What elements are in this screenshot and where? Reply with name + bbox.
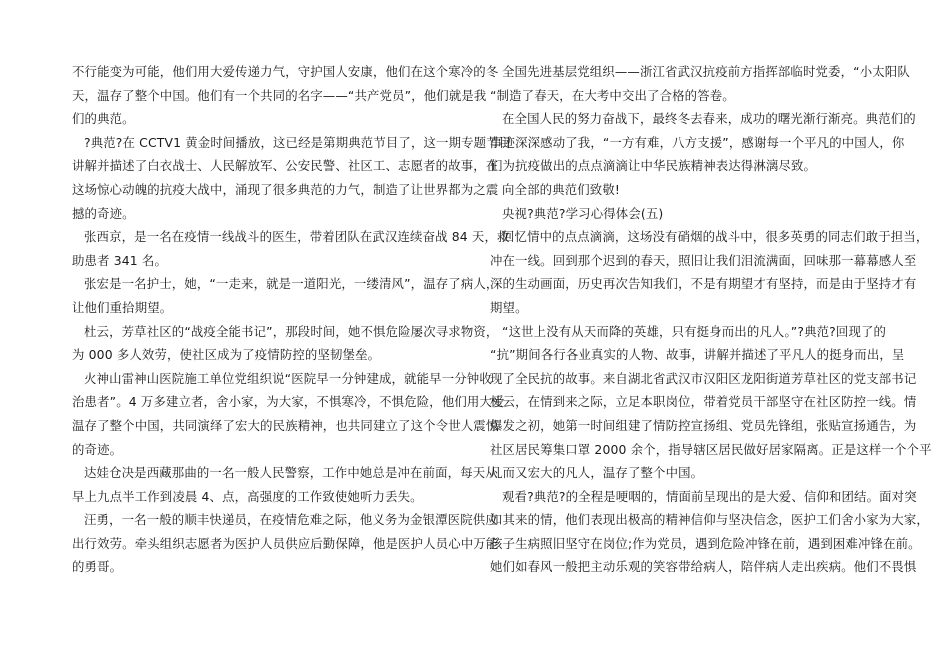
text-line: 早上九点半工作到凌晨 4、点，高强度的工作致使她听力丢失。 (72, 488, 423, 504)
text-line: 如其来的情，他们表现出极高的精神信仰与坚决信念，医护工们舍小家为大家， (490, 512, 929, 528)
text-line: 央视?典范?学习心得体会(五) (502, 205, 664, 221)
text-line: 张宏是一名护士，她，“一走来，就是一道阳光，一缕清风”，温存了病人， (84, 276, 499, 292)
text-line: 出行效劳。牵头组织志愿者为医护人员供应后勤保障，他是医护人员心中万能 (72, 535, 499, 551)
text-line: 观看?典范?的全程是哽咽的，情面前呈现出的是大爱、信仰和团结。面对突 (502, 488, 917, 504)
text-line: 爆发之初，她第一时间组建了情防控宣扬组、党员先锋组，张贴宣扬通告，为 (490, 417, 917, 433)
text-line: 现了全民抗的故事。来自湖北省武汉市汉阳区龙阳街道芳草社区的党支部书记 (490, 370, 917, 386)
text-line: 不行能变为可能，他们用大爱传递力气，守护国人安康，他们在这个寒冷的冬 (72, 64, 499, 79)
text-line: 天，温存了整个中国。他们有一个共同的名字——“共产党员”，他们就是我 (72, 87, 487, 103)
text-line: “制造了春天，在大考中交出了合格的答卷。 (490, 87, 735, 103)
text-line: 的勇哥。 (72, 559, 123, 575)
right-text-column (490, 60, 932, 579)
text-line: “这世上没有从天而降的英雄，只有挺身而出的凡人。”?典范?回现了的 (502, 323, 887, 339)
text-line: 为 000 多人效劳，使社区成为了疫情防控的坚韧堡垒。 (72, 347, 381, 363)
text-line: 火神山雷神山医院施工单位党组织说“医院早一分钟建成，就能早一分钟收 (84, 370, 492, 386)
text-line: 在全国人民的努力奋战下，最终冬去春来，成功的曙光渐行渐亮。典范们的 (502, 111, 916, 127)
text-line: 她们如春风一般把主动乐观的笑容带给病人，陪伴病人走出疾病。他们不畏惧 (490, 559, 917, 575)
text-line: 汪勇，一名一般的顺丰快递员，在疫情危难之际，他义务为金银潭医院供应 (84, 512, 498, 528)
text-line: 这场惊心动魄的抗疫大战中，涌现了很多典范的力气，制造了让世界都为之震 (72, 181, 499, 197)
text-line: 治患者”。4 万多建立者，舍小家，为大家，不惧寒冷，不惧危险，他们用大爱 (72, 394, 505, 410)
text-line: 凡而又宏大的凡人，温存了整个中国。 (490, 465, 704, 481)
text-line: 达娃仓决是西藏那曲的一名一般人民警察，工作中她总是冲在前面，每天从 (84, 465, 498, 481)
text-line: 杜云，在情到来之际，立足本职岗位，带着党员干部坚守在社区防控一线。情 (490, 394, 917, 410)
text-line: 们为抗疫做出的点点滴滴让中华民族精神表达得淋漓尽致。 (490, 158, 817, 174)
text-line: 全国先进基层党组织——浙江省武汉抗疫前方指挥部临时党委，“小太阳队 (502, 64, 910, 79)
text-line: “抗”期间各行各业真实的人物、故事，讲解并描述了平凡人的挺身而出，呈 (490, 347, 905, 363)
text-line: 张西京，是一名在疫情一线战斗的医生，带着团队在武汉连续奋战 84 天，救 (84, 229, 510, 245)
text-line: 孩子生病照旧坚守在岗位;作为党员，遇到危险冲锋在前，遇到困难冲锋在前。 (490, 535, 921, 551)
text-line: ?典范?在 CCTV1 黄金时间播放，这已经是第期典范节目了，这一期专题节目 (84, 134, 512, 150)
text-line: 深的生动画面，历史再次告知我们，不是有期望才有坚持，而是由于坚持才有 (490, 276, 917, 292)
text-line: 让他们重拾期望。 (72, 299, 173, 315)
text-line: 社区居民筹集口罩 2000 余个，指导辖区居民做好居家隔离。正是这样一个个平 (490, 441, 932, 457)
text-line: 杜云，芳草社区的“战疫全能书记”，那段时间，她不惧危险屡次寻求物资， (84, 323, 499, 339)
text-line: 事迹深深感动了我，“一方有难，八方支援”，感谢每一个平凡的中国人，你 (490, 134, 905, 150)
text-line: 冲在一线。回到那个迟到的春天，照旧让我们泪流满面，回味那一幕幕感人至 (490, 252, 917, 268)
text-line: 温存了整个中国，共同演绎了宏大的民族精神，也共同建立了这个令世人震惊 (72, 417, 499, 433)
text-line: 期望。 (490, 299, 528, 315)
text-line: 助患者 341 名。 (72, 252, 167, 268)
text-line: 撼的奇迹。 (72, 205, 135, 221)
text-line: 讲解并描述了白衣战士、人民解放军、公安民警、社区工、志愿者的故事，在 (72, 158, 499, 174)
text-line: 的奇迹。 (72, 441, 123, 457)
left-text-column (72, 60, 512, 579)
text-line: 回忆情中的点点滴滴，这场没有硝烟的战斗中，很多英勇的同志们敢于担当， (502, 229, 929, 245)
text-line: 们的典范。 (72, 111, 135, 127)
text-line: 向全部的典范们致敬! (502, 181, 620, 197)
